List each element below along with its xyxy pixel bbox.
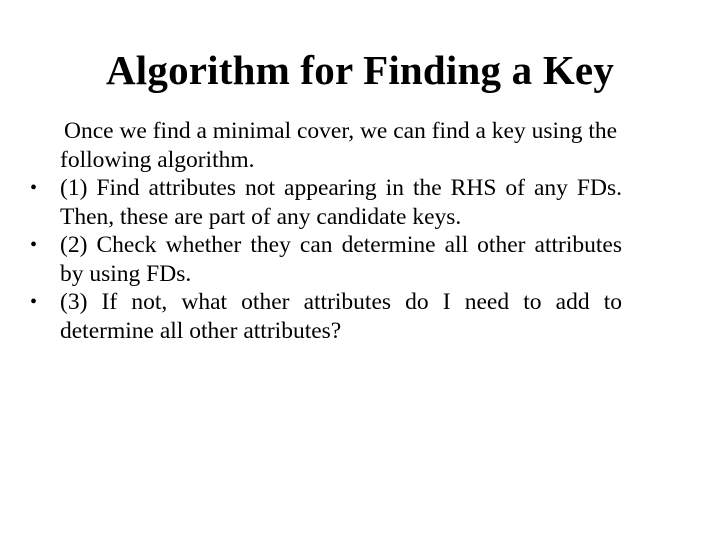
bullet-dot-icon: •	[30, 291, 38, 313]
list-item	[30, 231, 622, 288]
list-item	[30, 288, 622, 345]
bullet-list	[30, 174, 622, 345]
bullet-dot-icon: •	[30, 177, 38, 199]
bullet-text: (2) Check whether they can determine all other attributes by using FDs.	[60, 232, 622, 287]
bullet-dot-icon: •	[30, 234, 38, 256]
slide-body	[30, 117, 622, 345]
intro-paragraph: Once we find a minimal cover, we can find a key using the following algorithm.	[60, 118, 618, 173]
bullet-text: (1) Find attributes not appearing in the RHS of any FDs. Then, these are part of any candidate keys.	[60, 175, 622, 230]
list-item	[30, 174, 622, 231]
bullet-text: (3) If not, what other attributes do I need to add to determine all other attributes?	[60, 289, 622, 344]
slide-title: Algorithm for Finding a Key	[105, 47, 615, 93]
